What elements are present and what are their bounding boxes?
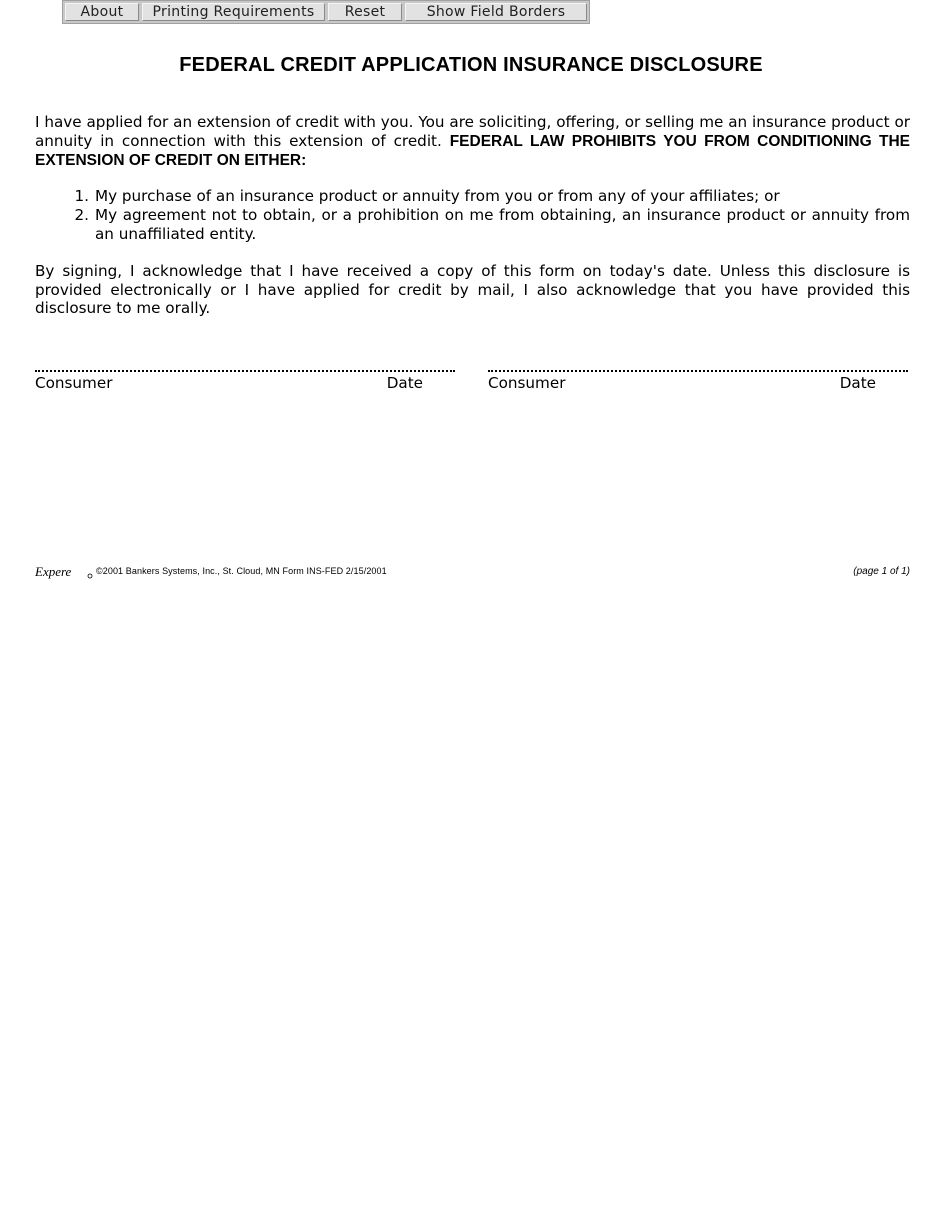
about-button[interactable]: About (65, 3, 139, 21)
acknowledgement-paragraph: By signing, I acknowledge that I have received a copy of this form on today's date. Unless this disclosure is provided electronically or I have applied for credit by mail, I also acknowledge that you have provided this disclosure to me orally. (35, 262, 910, 317)
document-title: FEDERAL CREDIT APPLICATION INSURANCE DISCLOSURE (179, 54, 763, 76)
list-number: 1. (74, 187, 89, 205)
show-field-borders-button[interactable]: Show Field Borders (405, 3, 587, 21)
svg-text:Expere: Expere (35, 564, 72, 579)
federal-law-notice: FEDERAL LAW PROHIBITS YOU FROM CONDITIONING THE EXTENSION OF CREDIT ON EITHER: (35, 132, 911, 169)
conditions-list (35, 187, 910, 243)
list-item (35, 206, 910, 244)
expere-logo (35, 564, 93, 580)
signature-block-1 (35, 356, 455, 392)
signature-line-2[interactable] (488, 356, 908, 372)
intro-paragraph (35, 113, 910, 171)
form-toolbar (62, 0, 590, 24)
list-text: My purchase of an insurance product or annuity from you or from any of your affiliates; or (95, 187, 780, 205)
date-label: Date (386, 374, 423, 392)
list-number: 2. (74, 205, 89, 224)
reset-button[interactable]: Reset (328, 3, 402, 21)
consumer-label: Consumer (488, 374, 566, 392)
intro-text: I have applied for an extension of credit with you. You are soliciting, offering, or selling me an insurance product or annuity in connection with this extension of credit. (35, 113, 910, 150)
printing-requirements-button[interactable]: Printing Requirements (142, 3, 325, 21)
signature-line-1[interactable] (35, 356, 455, 372)
signature-block-2 (488, 356, 908, 392)
consumer-label: Consumer (35, 374, 113, 392)
copyright-text: ©2001 Bankers Systems, Inc., St. Cloud, MN Form INS-FED 2/15/2001 (96, 566, 387, 576)
date-label: Date (839, 374, 876, 392)
list-item (35, 187, 910, 206)
list-text: My agreement not to obtain, or a prohibition on me from obtaining, an insurance product or annuity from an unaffiliated entity. (95, 205, 910, 243)
form-footer (35, 564, 910, 582)
page-indicator: (page 1 of 1) (853, 566, 910, 577)
